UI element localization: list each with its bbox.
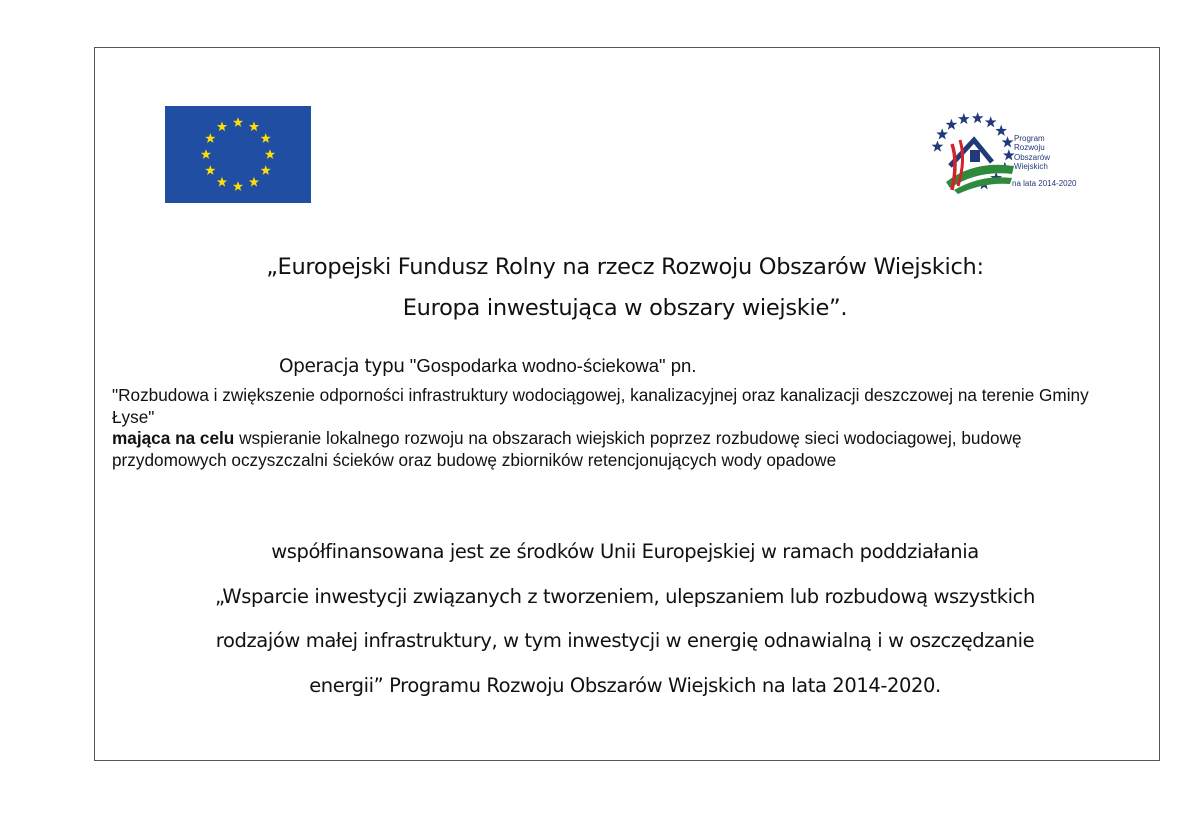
- goal-text: wspieranie lokalnego rozwoju na obszarach wiejskich poprzez rozbudowę sieci wodociagowej, budowę przydomowych oczyszczalni ścieków oraz budowę zbiorników retencjonujących wody opadowe: [112, 428, 1022, 470]
- heading-line-1: „Europejski Fundusz Rolny na rzecz Rozwoju Obszarów Wiejskich:: [266, 254, 984, 280]
- operation-goal: [112, 428, 1122, 471]
- cofinancing-line-1: współfinansowana jest ze środków Unii Europejskiej w ramach poddziałania: [271, 540, 979, 563]
- operation-name: "Rozbudowa i zwiększenie odporności infrastruktury wodociągowej, kanalizacyjnej oraz kanalizacji deszczowej na terenie Gminy Łyse": [112, 385, 1089, 427]
- eu-star-icon: [233, 181, 243, 191]
- prow-line-obszarow: Obszarów: [1014, 152, 1051, 162]
- cofinancing-statement: [0, 530, 1200, 708]
- operation-label: Operacja typu: [279, 356, 405, 377]
- prow-years: na lata 2014-2020: [1012, 179, 1077, 188]
- prow-logo-text: [1014, 134, 1050, 172]
- operation-description: [112, 385, 1122, 471]
- eu-star-icon: [205, 165, 215, 175]
- eu-star-icon: [261, 165, 271, 175]
- eu-star-icon: [261, 133, 271, 143]
- prow-star-icon: [972, 112, 984, 123]
- prow-line-rozwoju: Rozwoju: [1014, 143, 1045, 153]
- prow-star-icon: [1003, 149, 1015, 160]
- house-icon: [970, 150, 980, 162]
- operation-type-line: [279, 355, 696, 377]
- cofinancing-line-2: „Wsparcie inwestycji związanych z tworzeniem, ulepszaniem lub rozbudową wszystkich: [215, 584, 1035, 608]
- eu-star-icon: [233, 117, 243, 127]
- eu-star-icon: [205, 133, 215, 143]
- eu-star-icon: [249, 177, 259, 187]
- operation-type: "Gospodarka wodno-ściekowa" pn.: [404, 355, 697, 376]
- prow-star-icon: [995, 125, 1007, 136]
- eu-star-icon: [249, 121, 259, 131]
- prow-star-icon: [958, 113, 970, 124]
- eu-star-icon: [217, 177, 227, 187]
- eu-star-icon: [201, 149, 211, 159]
- goal-label: mająca na celu: [112, 428, 235, 448]
- heading-line-2: Europa inwestująca w obszary wiejskie”.: [402, 295, 848, 321]
- prow-star-icon: [946, 119, 958, 130]
- prow-line-program: Program: [1014, 134, 1045, 143]
- cofinancing-line-4: energii” Programu Rozwoju Obszarów Wiejskich na lata 2014-2020.: [309, 673, 941, 697]
- eu-stars-icon: [165, 106, 311, 203]
- prow-line-wiejskich: Wiejskich: [1014, 162, 1048, 172]
- prow-star-icon: [985, 116, 997, 127]
- eu-flag-logo: [165, 106, 311, 203]
- prow-star-icon: [936, 128, 948, 139]
- eu-star-icon: [265, 149, 275, 159]
- eu-star-icon: [217, 121, 227, 131]
- cofinancing-line-3: rodzajów małej infrastruktury, w tym inwestycji w energię odnawialną i w oszczędzanie: [215, 629, 1035, 652]
- prow-star-icon: [932, 140, 944, 151]
- prow-star-icon: [1002, 136, 1014, 147]
